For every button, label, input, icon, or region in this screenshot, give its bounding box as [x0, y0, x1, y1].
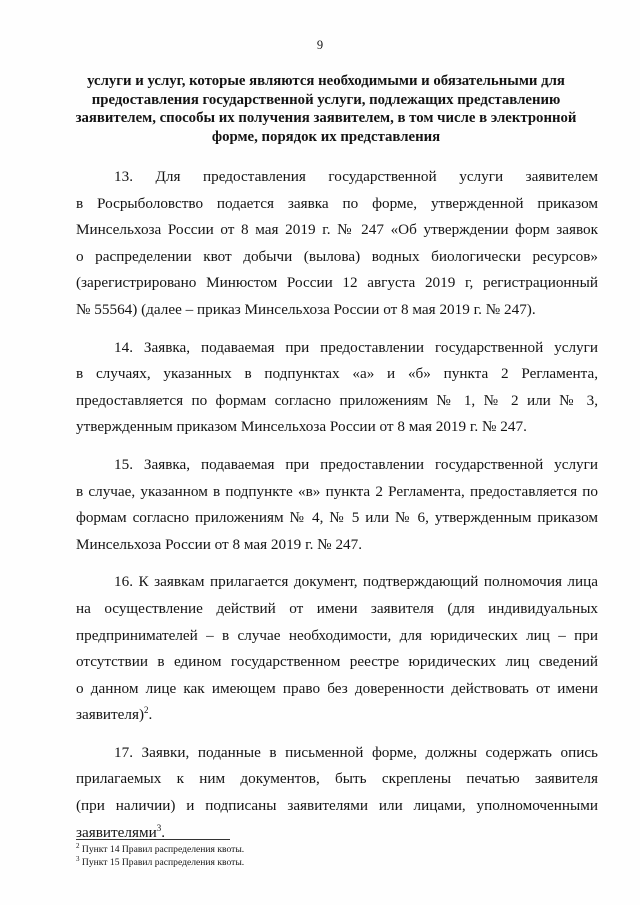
- footnote-mark: 2: [76, 841, 80, 850]
- paragraph-line: предпринимателей – в случае необходимости, для юридических лиц – при: [76, 626, 598, 644]
- paragraph-16: [76, 569, 598, 729]
- paragraph-line: [76, 702, 598, 729]
- paragraph-17: [76, 740, 598, 846]
- paragraph-line: отсутствии в едином государственном реестре юридических лиц сведений: [76, 653, 598, 671]
- paragraph-line: в случаях, указанных в подпунктах «а» и «б» пункта 2 Регламента,: [76, 365, 598, 383]
- paragraph-15: [76, 452, 598, 558]
- paragraph-line: в Росрыболовство подается заявка по форме, утвержденной приказом: [76, 194, 598, 212]
- paragraph-line: Минсельхоза России от 8 мая 2019 г. № 247.: [76, 535, 363, 553]
- paragraph-line: 17. Заявки, поданные в письменной форме, должны содержать опись: [114, 743, 598, 761]
- paragraph-line: предоставляется по формам согласно приложениям № 1, № 2 или № 3,: [76, 391, 598, 409]
- heading-line: услуги и услуг, которые являются необходимыми и обязательными для: [87, 73, 565, 89]
- paragraph-line: 15. Заявка, подаваемая при предоставлении государственной услуги: [114, 455, 598, 473]
- paragraph-end-punctuation: .: [148, 706, 153, 724]
- paragraph-line: 16. К заявкам прилагается документ, подтверждающий полномочия лица: [114, 573, 598, 591]
- paragraph-line: 14. Заявка, подаваемая при предоставлении государственной услуги: [114, 338, 598, 356]
- footnote: [76, 854, 576, 870]
- paragraph-text: заявителями: [76, 823, 157, 841]
- paragraph-line: на осуществление действий от имени заявителя (для индивидуальных: [76, 599, 598, 617]
- paragraph-line: прилагаемых к ним документов, быть скреплены печатью заявителя: [76, 770, 598, 788]
- paragraph-text: заявителя): [76, 706, 145, 724]
- paragraph-line: в случае, указанном в подпункте «в» пункта 2 Регламента, предоставляется по: [76, 482, 598, 500]
- footnote-separator: [76, 839, 230, 840]
- paragraph-line: утвержденным приказом Минсельхоза России от 8 мая 2019 г. № 247.: [76, 418, 527, 436]
- footnote-mark: 3: [76, 854, 80, 863]
- paragraph-line: о данном лице как имеющем право без доверенности действовать от имени: [76, 679, 598, 697]
- paragraph-line: (зарегистрировано Минюстом России 12 августа 2019 г, регистрационный: [76, 274, 598, 292]
- heading-line: форме, порядок их представления: [211, 128, 441, 145]
- paragraph-13: [76, 164, 598, 324]
- footnote-text: Пункт 14 Правил распределения квоты.: [81, 844, 245, 855]
- paragraph-line: о распределении квот добычи (вылова) водных биологически ресурсов»: [76, 247, 598, 265]
- heading-line: предоставления государственной услуги, подлежащих представлению: [91, 91, 561, 108]
- paragraph-line: формам согласно приложениям № 4, № 5 или № 6, утвержденным приказом: [76, 509, 598, 527]
- footnotes: [76, 841, 576, 869]
- footnote-reference[interactable]: 2: [144, 705, 149, 716]
- body-text: [76, 164, 598, 857]
- paragraph-line: (при наличии) и подписаны заявителями или лицами, уполномоченными: [76, 797, 598, 815]
- section-heading: [68, 72, 584, 146]
- footnote-text: Пункт 15 Правил распределения квоты.: [81, 856, 245, 868]
- paragraph-line: Минсельхоза России от 8 мая 2019 г. № 247 «Об утверждении форм заявок: [76, 221, 598, 239]
- paragraph-line: [76, 820, 598, 847]
- footnote: [76, 841, 576, 857]
- paragraph-line: 13. Для предоставления государственной услуги заявителем: [114, 168, 598, 185]
- heading-line: заявителем, способы их получения заявителем, в том числе в электронной: [75, 110, 577, 126]
- paragraph-end-punctuation: .: [161, 823, 166, 841]
- footnote-reference[interactable]: 3: [156, 822, 162, 833]
- paragraph-line: № 55564) (далее – приказ Минсельхоза России от 8 мая 2019 г. № 247).: [76, 300, 536, 318]
- page-number: 9: [316, 38, 324, 52]
- paragraph-14: [76, 335, 598, 441]
